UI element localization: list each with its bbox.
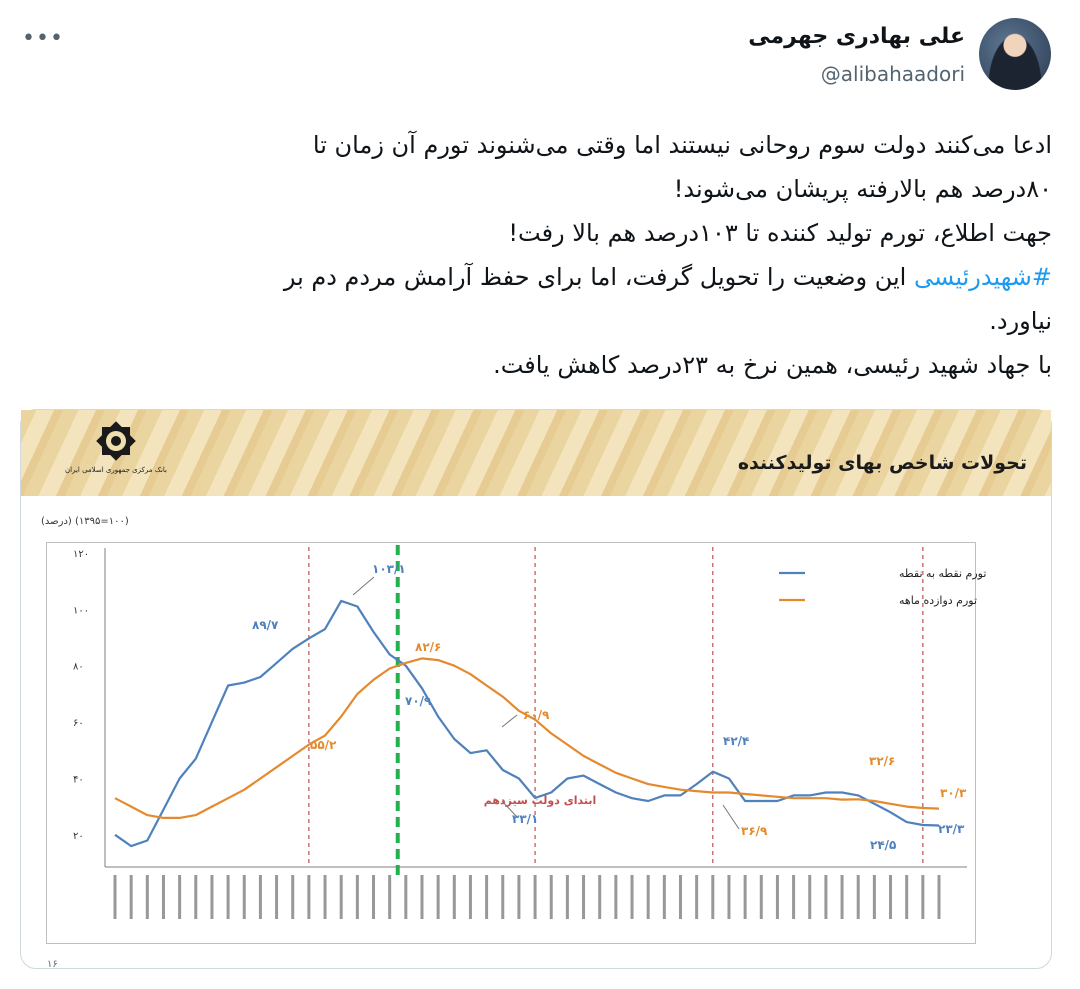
x-tick-label — [841, 875, 844, 919]
tweet-text — [70, 123, 1052, 387]
data-label: ۸۲/۶ — [415, 640, 442, 654]
x-tick-label — [873, 875, 876, 919]
x-tick-label — [614, 875, 617, 919]
x-tick-label — [711, 875, 714, 919]
data-label: ۳۶/۹ — [741, 824, 768, 838]
x-tick-label — [372, 875, 375, 919]
bank-emblem-icon — [93, 418, 139, 464]
x-tick-label — [776, 875, 779, 919]
x-tick-label — [582, 875, 585, 919]
x-tick-label — [921, 875, 924, 919]
x-tick-label — [760, 875, 763, 919]
x-tick-label — [243, 875, 246, 919]
x-tick-label — [744, 875, 747, 919]
x-tick-label — [114, 875, 117, 919]
tweet-line-hashtag — [70, 255, 1052, 299]
x-tick-label — [679, 875, 682, 919]
data-label: ۷۰/۹ — [405, 694, 432, 708]
x-tick-label — [824, 875, 827, 919]
tweet-line: ۸۰درصد هم بالارفته پریشان می‌شوند! — [673, 175, 1052, 203]
x-tick-label — [534, 875, 537, 919]
x-tick-label — [227, 875, 230, 919]
tweet-line: با جهاد شهید رئیسی، همین نرخ به ۲۳درصد کاهش یافت. — [493, 351, 1052, 379]
data-label: ۵۵/۲ — [310, 738, 337, 752]
x-tick-label — [291, 875, 294, 919]
y-tick-label: ۸۰ — [73, 661, 84, 673]
y-tick-label: ۲۰ — [73, 830, 84, 842]
x-tick-label — [550, 875, 553, 919]
author-handle[interactable]: @alibahaadori — [820, 62, 965, 86]
hashtag-link[interactable]: #شهیدرئیسی — [913, 263, 1052, 291]
data-label: ۳۰/۳ — [940, 786, 967, 800]
data-label: ۲۴/۵ — [870, 838, 897, 852]
x-tick-label — [566, 875, 569, 919]
central-bank-logo — [61, 418, 171, 474]
x-tick-label — [356, 875, 359, 919]
avatar[interactable] — [979, 18, 1051, 90]
x-tick-label — [324, 875, 327, 919]
x-tick-label — [905, 875, 908, 919]
x-tick-label — [388, 875, 391, 919]
x-tick-label — [727, 875, 730, 919]
x-tick-label — [130, 875, 133, 919]
tweet-line: نیاورد. — [989, 307, 1052, 335]
x-tick-label — [453, 875, 456, 919]
page-number: ۱۶ — [47, 959, 58, 970]
x-tick-label — [469, 875, 472, 919]
x-tick-label — [647, 875, 650, 919]
more-options-icon[interactable]: ••• — [22, 26, 64, 51]
x-tick-label — [889, 875, 892, 919]
series-line-point-to-point — [115, 601, 939, 846]
attached-image-card[interactable] — [20, 409, 1052, 969]
x-tick-label — [275, 875, 278, 919]
x-tick-label — [146, 875, 149, 919]
data-label: ۱۰۳/۱ — [372, 562, 406, 576]
x-tick-label — [404, 875, 407, 919]
y-tick-label: ۴۰ — [73, 774, 84, 786]
x-tick-label — [259, 875, 262, 919]
government-start-label: ابتدای دولت سیزدهم — [483, 793, 597, 807]
x-tick-label — [598, 875, 601, 919]
x-tick-label — [178, 875, 181, 919]
author-name[interactable]: علی بهادری جهرمی — [748, 24, 965, 49]
data-label-leader — [353, 577, 374, 595]
ppi-line-chart — [47, 543, 987, 943]
logo-text: بانک مرکزی جمهوری اسلامی ایران — [65, 466, 167, 474]
legend-label: تورم دوازده ماهه — [899, 594, 978, 607]
x-tick-label — [194, 875, 197, 919]
x-tick-label — [857, 875, 860, 919]
x-tick-label — [210, 875, 213, 919]
x-tick-label — [340, 875, 343, 919]
x-tick-label — [501, 875, 504, 919]
chart-title: تحولات شاخص بهای تولیدکننده — [737, 452, 1027, 474]
data-label: ۲۳/۳ — [938, 822, 965, 836]
data-label: ۴۲/۴ — [723, 734, 750, 748]
y-tick-label: ۱۲۰ — [73, 549, 90, 560]
y-tick-label: ۱۰۰ — [73, 605, 90, 617]
data-label: ۸۹/۷ — [252, 618, 279, 632]
data-label-leader — [723, 805, 739, 829]
tweet-line: جهت اطلاع، تورم تولید کننده تا ۱۰۳درصد هم بالا رفت! — [508, 219, 1052, 247]
x-tick-label — [663, 875, 666, 919]
y-tick-label: ۶۰ — [73, 718, 84, 730]
x-tick-label — [695, 875, 698, 919]
data-label: ۳۲/۶ — [869, 754, 896, 768]
x-tick-label — [938, 875, 941, 919]
tweet-line-rest: این وضعیت را تحویل گرفت، اما برای حفظ آرامش مردم دم بر — [283, 263, 914, 291]
data-label: ۶۰/۹ — [523, 708, 550, 722]
x-tick-label — [517, 875, 520, 919]
data-label-leader — [502, 715, 517, 727]
legend-label: تورم نقطه به نقطه — [899, 567, 987, 580]
chart-units: (۱۰۰=۱۳۹۵) (درصد) — [41, 516, 129, 527]
data-label: ۳۳/۱ — [512, 812, 539, 826]
x-tick-label — [162, 875, 165, 919]
x-tick-label — [485, 875, 488, 919]
x-tick-label — [420, 875, 423, 919]
chart-frame — [46, 542, 987, 944]
x-tick-label — [792, 875, 795, 919]
x-tick-label — [808, 875, 811, 919]
tweet-line: ادعا می‌کنند دولت سوم روحانی نیستند اما وقتی می‌شنوند تورم آن زمان تا — [312, 131, 1052, 159]
x-tick-label — [631, 875, 634, 919]
x-tick-label — [307, 875, 310, 919]
x-tick-label — [437, 875, 440, 919]
